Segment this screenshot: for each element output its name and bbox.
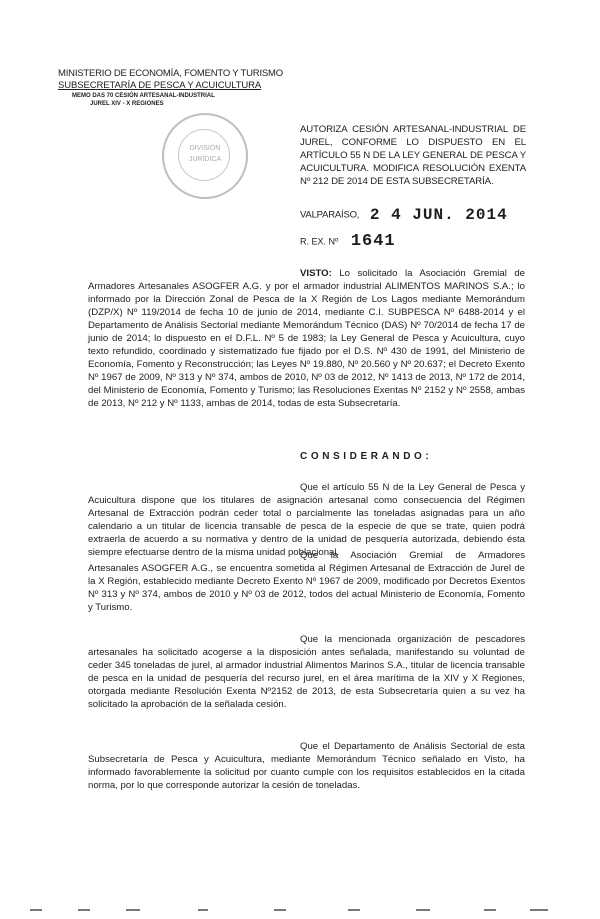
resolution-number: 1641 (350, 232, 396, 251)
resolution-label: R. EX. Nº (300, 236, 339, 247)
visto-paragraph (88, 267, 525, 410)
resolution-number-line (300, 232, 396, 251)
edge-mark (126, 909, 140, 911)
considerando-paragraph-2: Que la Asociación Gremial de Armadores Artesanales ASOGFER A.G., se encuentra sometida al Régimen Artesanal de Extracción de Jurel de la X Región, establecido mediante Decreto Exento Nº 1967 de 2009, modificado por Decretos Exentos Nº 313 y Nº 374, ambos de 2010 y Nº 03 de 2012, todos del actual Ministerio de Economía, Fomento y Turismo. (88, 550, 525, 613)
visto-text: Lo solicitado la Asociación Gremial de Armadores Artesanales ASOGFER A.G. y por el armador industrial ALIMENTOS MARINOS S.A.; lo informado por la Dirección Zonal de Pesca de la X Región de Los Lagos mediante Memorándum (DZP/X) Nº 119/2014 de fecha 10 de junio de 2014, mediante C.I. SUBPESCA Nº 6488-2014 y el Departamento de Análisis Sectorial mediante Memorándum Técnico (DAS) Nº 70/2014 de fecha 17 de junio de 2014; lo dispuesto en el D.F.L. Nº 5 de 1983; la Ley General de Pesca y Acuicultura, cuyo texto refundido, coordinado y sistematizado fue fijado por el D.S. Nº 430 de 1991, del Ministerio de Economía, Fomento y Reconstrucción; las Leyes Nº 19.880, Nº 20.560 y Nº 20.637; el Decreto Exento Nº 1967 de 2009, Nº 313 y Nº 374, ambos de 2010, Nº 03 de 2012, Nº 1413 de 2013, Nº 172 de 2014, del Ministerio de Economía, Fomento y Turismo; las Resoluciones Exentas Nº 2152 y Nº 2558, ambas de 2013, Nº 212 y Nº 1133, ambas de 2014, todas de esta Subsecretaría. (88, 268, 525, 409)
resolution-subject: AUTORIZA CESIÓN ARTESANAL-INDUSTRIAL DE JUREL, CONFORME LO DISPUESTO EN EL ARTÍCULO 55 N DE LA LEY GENERAL DE PESCA Y ACUICULTURA. MODIFICA RESOLUCIÓN EXENTA Nº 212 DE 2014 DE ESTA SUBSECRETARÍA. (300, 124, 526, 187)
date-line (300, 206, 508, 224)
edge-mark (484, 909, 496, 911)
considerando-paragraph-4: Que el Departamento de Análisis Sectorial de esta Subsecretaría de Pesca y Acuicultura, mediante Memorándum Técnico señalado en Visto, ha informado favorablemente la solicitud por cuanto cumple con los requisitos establecidos en la citada norma, por lo que corresponde autorizar la cesión de toneladas. (88, 741, 525, 791)
edge-mark (30, 909, 42, 911)
edge-mark (198, 909, 208, 911)
considerando-heading: CONSIDERANDO: (300, 451, 433, 462)
letterhead (58, 68, 298, 108)
edge-mark (274, 909, 286, 911)
division-juridica-stamp (162, 113, 248, 199)
edge-mark (416, 909, 430, 911)
edge-mark (530, 909, 548, 911)
stamp-line-1: DIVISIÓN (189, 145, 221, 152)
scan-edge-marks (30, 903, 570, 917)
subsecretaria-name: SUBSECRETARÍA DE PESCA Y ACUICULTURA (58, 80, 262, 91)
memo-reference: MEMO DAS 70 CESIÓN ARTESANAL-INDUSTRIAL (72, 93, 215, 99)
edge-mark (348, 909, 360, 911)
date-stamp: 2 4 JUN. 2014 (369, 206, 508, 224)
stamp-line-2: JURÍDICA (188, 156, 222, 163)
ministry-name: MINISTERIO DE ECONOMÍA, FOMENTO Y TURISMO (58, 68, 283, 79)
considerando-paragraph-1: Que el artículo 55 N de la Ley General de Pesca y Acuicultura dispone que los titulares de asignación artesanal como consecuencia del Régimen Artesanal de Extracción podrán ceder total o parcialmente las toneladas asignadas para un año calendario a un titular de licencia transable de pesca de la especie de que se trate, quien podrá extraerla de acuerdo a su normativa y dentro de la unidad de pesquería autorizada, debiendo ésta siempre efectuarse dentro de la misma unidad poblacional. (88, 482, 525, 558)
edge-mark (78, 909, 90, 911)
stamp-inner-ring (178, 129, 230, 181)
visto-keyword: VISTO: (300, 268, 332, 279)
considerando-paragraph-3: Que la mencionada organización de pescadores artesanales ha solicitado acogerse a la disposición antes señalada, manifestando su voluntad de ceder 345 toneladas de jurel, al armador industrial Alimentos Marinos S.A., titular de licencia transable de pesca en la unidad de pesquería del recurso jurel, en el área marítima de la XIV y X Regiones, otorgada mediante Resolución Exenta Nº2152 de 2013, de esta Subsecretaría quien a su vez ha solicitado la aprobación de la señalada cesión. (88, 634, 525, 710)
jurel-reference: JUREL XIV - X REGIONES (90, 101, 164, 107)
date-place: VALPARAÍSO, (300, 209, 360, 221)
